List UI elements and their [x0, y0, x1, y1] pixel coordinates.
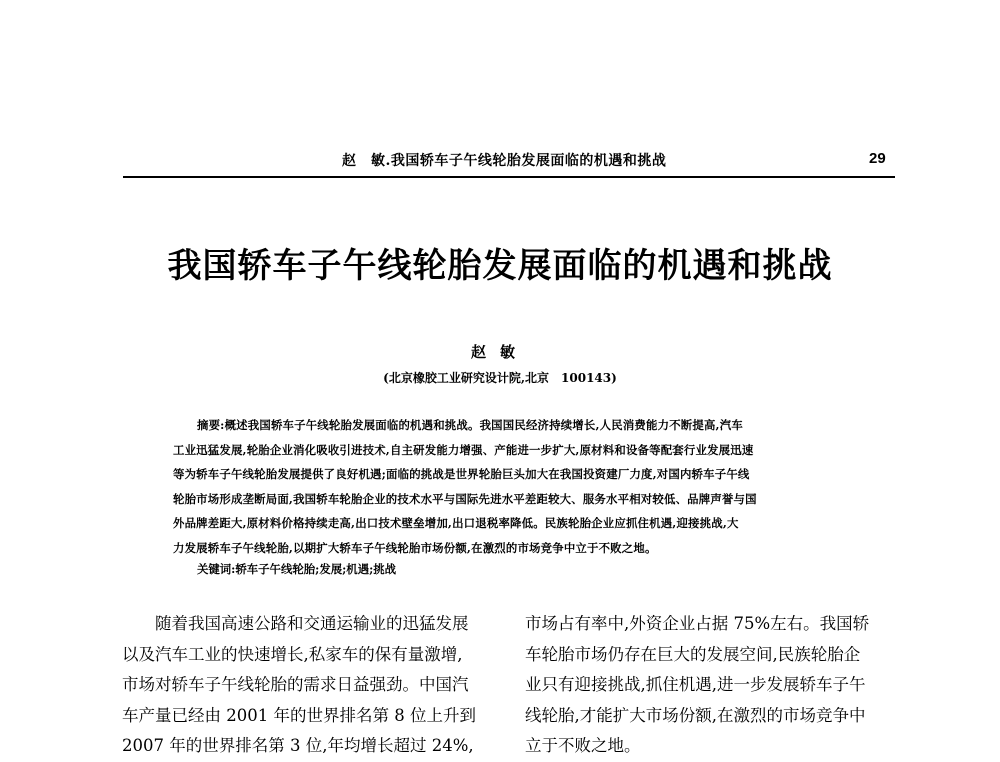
- article-title: 我国轿车子午线轮胎发展面临的机遇和挑战: [167, 246, 833, 286]
- body-text-line: 业只有迎接挑战,抓住机遇,进一步发展轿车子午: [525, 675, 866, 694]
- abstract: [173, 413, 843, 560]
- body-text-line: 车轮胎市场仍存在巨大的发展空间,民族轮胎企: [525, 644, 861, 664]
- body-text-line: 立于不败之地。: [525, 736, 641, 755]
- abstract-line: 工业迅猛发展,轮胎企业消化吸收引进技术,自主研发能力增强、产能进一步扩大,原材料和设备等配套行业发展迅速: [173, 442, 754, 457]
- keywords: 关键词:轿车子午线轮胎;发展;机遇;挑战: [197, 562, 397, 576]
- body-left-column: [122, 609, 494, 762]
- body-text-line: 2007 年的世界排名第 3 位,年均增长超过 24%,: [122, 736, 474, 755]
- abstract-line: 力发展轿车子午线轮胎,以期扩大轿车子午线轮胎市场份额,在激烈的市场竞争中立于不败之地。: [173, 540, 657, 555]
- header-rule: [123, 176, 895, 178]
- body-text-line: 线轮胎,才能扩大市场份额,在激烈的市场竞争中: [525, 705, 866, 725]
- running-head-title: 赵 敏.我国轿车子午线轮胎发展面临的机遇和挑战: [342, 153, 667, 169]
- author-affiliation: (北京橡胶工业研究设计院,北京 100143): [383, 371, 617, 385]
- abstract-line: 等为轿车子午线轮胎发展提供了良好机遇;面临的挑战是世界轮胎巨头加大在我国投资建厂力度,对国内轿车子午线: [173, 467, 750, 481]
- body-text-line: 市场对轿车子午线轮胎的需求日益强劲。中国汽: [122, 675, 469, 694]
- body-text-line: 市场占有率中,外资企业占据 75%左右。我国轿: [525, 614, 870, 633]
- body-text-line: 车产量已经由 2001 年的世界排名第 8 位上升到: [122, 705, 476, 725]
- author-name: 赵敏: [470, 343, 529, 361]
- body-right-column: [525, 609, 897, 762]
- abstract-line: 摘要:概述我国轿车子午线轮胎发展面临的机遇和挑战。我国国民经济持续增长,人民消费能力不断提高,汽车: [197, 418, 743, 432]
- abstract-line: 外品牌差距大,原材料价格持续走高,出口技术壁垒增加,出口退税率降低。民族轮胎企业应抓住机遇,迎接挑战,大: [173, 516, 739, 530]
- body-text-line: 以及汽车工业的快速增长,私家车的保有量激增,: [122, 644, 463, 664]
- page-number: 29: [869, 150, 886, 167]
- body-text-line: 随着我国高速公路和交通运输业的迅猛发展: [155, 614, 469, 633]
- abstract-line: 轮胎市场形成垄断局面,我国轿车轮胎企业的技术水平与国际先进水平差距较大、服务水平相对较低、品牌声誉与国: [173, 491, 757, 506]
